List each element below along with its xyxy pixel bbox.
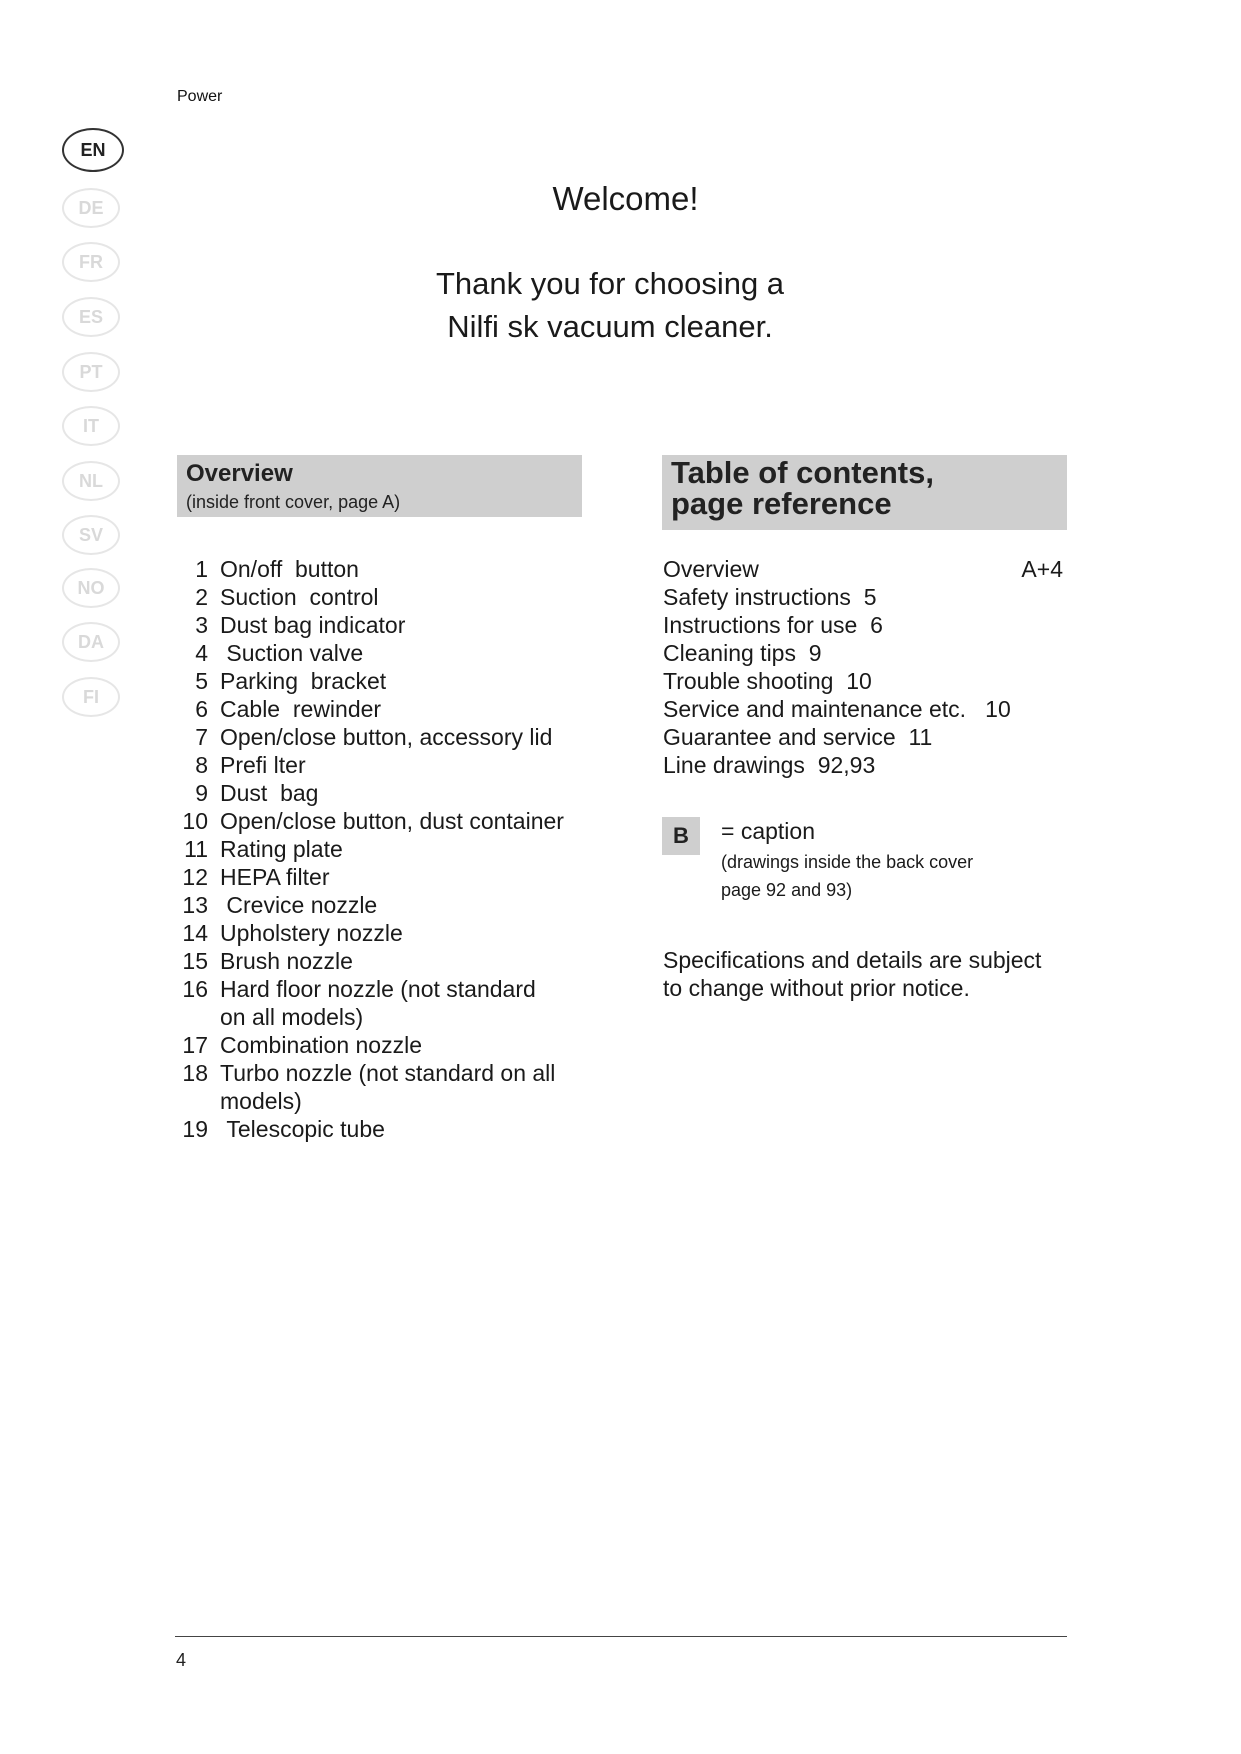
toc-entry [663,555,1067,583]
overview-parts-list [178,555,598,1143]
language-tab-es[interactable]: ES [62,297,120,337]
page-title: Welcome! [552,180,699,217]
item-number: 16 [182,976,208,1002]
item-label: Brush nozzle [220,948,353,974]
toc-entry [663,639,1067,667]
language-tab-sv[interactable]: SV [62,515,120,555]
item-number: 18 [182,1060,208,1086]
item-number: 10 [182,808,208,834]
toc-entry [663,583,1067,611]
spec-notice [663,946,1073,1002]
item-label: Parking bracket [220,668,387,694]
welcome-line-2: Nilfi sk vacuum cleaner. [447,309,773,344]
overview-list-item [178,863,598,891]
item-number: 6 [195,696,208,722]
item-number: 8 [195,752,208,778]
toc-entry-label: Line drawings 92,93 [663,752,876,778]
toc-list [663,555,1067,779]
item-number: 9 [195,780,208,806]
language-tab-nl[interactable]: NL [62,461,120,501]
toc-entry [663,695,1067,723]
welcome-line-1: Thank you for choosing a [435,266,785,301]
overview-list-item [178,611,598,639]
caption-text: = caption [721,818,815,844]
item-label: HEPA filter [220,864,330,890]
caption-note-line-1: (drawings inside the back cover [721,852,974,872]
item-label: Upholstery nozzle [220,920,403,946]
item-label: Rating plate [220,836,343,862]
item-label: Suction control [220,584,379,610]
overview-list-item [178,583,598,611]
overview-header-box [177,455,582,517]
language-tab-no[interactable]: NO [62,568,120,608]
toc-entry [663,611,1067,639]
overview-list-item [178,639,598,667]
toc-entry-label: Safety instructions 5 [663,584,877,610]
item-label: Hard floor nozzle (not standard on all models) [220,976,536,1030]
spec-notice-line-1: Specifications and details are subject [663,947,1042,973]
overview-list-item [178,975,598,1031]
item-number: 13 [182,892,208,918]
overview-list-item [178,555,598,583]
item-label: Telescopic tube [220,1116,385,1142]
item-number: 19 [182,1116,208,1142]
item-number: 15 [182,948,208,974]
caption-note-line-2: page 92 and 93) [721,880,853,900]
page-number: 4 [176,1650,187,1670]
item-number: 17 [182,1032,208,1058]
toc-entry [663,667,1067,695]
language-tab-da[interactable]: DA [62,622,120,662]
toc-entry [663,723,1067,751]
overview-list-item [178,695,598,723]
caption-badge: B [662,817,700,855]
item-number: 4 [195,640,208,666]
toc-entry-label: Cleaning tips 9 [663,640,822,666]
item-number: 11 [184,836,208,862]
item-number: 1 [195,556,208,582]
toc-heading-line-2: page reference [671,486,892,521]
overview-list-item [178,835,598,863]
caption-note [721,848,1051,904]
language-tab-fr[interactable]: FR [62,242,120,282]
spec-notice-line-2: to change without prior notice. [663,975,970,1001]
language-tab-de[interactable]: DE [62,188,120,228]
item-label: Open/close button, accessory lid [220,724,553,750]
item-label: Cable rewinder [220,696,382,722]
overview-list-item [178,1059,598,1115]
item-label: Combination nozzle [220,1032,423,1058]
item-number: 5 [195,668,208,694]
item-label: Dust bag indicator [220,612,406,638]
overview-list-item [178,891,598,919]
overview-list-item [178,751,598,779]
overview-list-item [178,919,598,947]
toc-header-box [662,455,1067,530]
item-label: Suction valve [220,640,364,666]
overview-list-item [178,807,598,835]
overview-subheading: (inside front cover, page A) [186,492,401,512]
item-number: 3 [195,612,208,638]
item-number: 7 [195,724,208,750]
welcome-message [410,262,810,348]
item-label: Prefi lter [220,752,306,778]
item-label: Turbo nozzle (not standard on all models) [220,1060,556,1114]
item-number: 2 [195,584,208,610]
language-tab-fi[interactable]: FI [62,677,120,717]
language-tab-pt[interactable]: PT [62,352,120,392]
toc-entry-label: Instructions for use 6 [663,612,883,638]
overview-list-item [178,1115,598,1143]
item-label: Crevice nozzle [220,892,378,918]
footer-divider [175,1636,1067,1637]
toc-entry-label: Overview [663,556,759,582]
toc-entry-label: Trouble shooting 10 [663,668,872,694]
language-tab-it[interactable]: IT [62,406,120,446]
overview-list-item [178,947,598,975]
overview-list-item [178,723,598,751]
item-label: Open/close button, dust container [220,808,564,834]
item-label: Dust bag [220,780,319,806]
overview-list-item [178,779,598,807]
overview-heading: Overview [186,460,293,487]
language-tab-en[interactable]: EN [62,128,124,172]
item-number: 12 [182,864,208,890]
item-label: On/off button [220,556,359,582]
toc-entry [663,751,1067,779]
item-number: 14 [182,920,208,946]
toc-entry-label: Service and maintenance etc. 10 [663,696,1011,722]
overview-list-item [178,667,598,695]
header-label: Power [177,88,223,105]
toc-entry-page: A+4 [1021,556,1063,582]
overview-list-item [178,1031,598,1059]
toc-entry-label: Guarantee and service 11 [663,724,933,750]
toc-heading-line-1: Table of contents, [671,455,934,490]
